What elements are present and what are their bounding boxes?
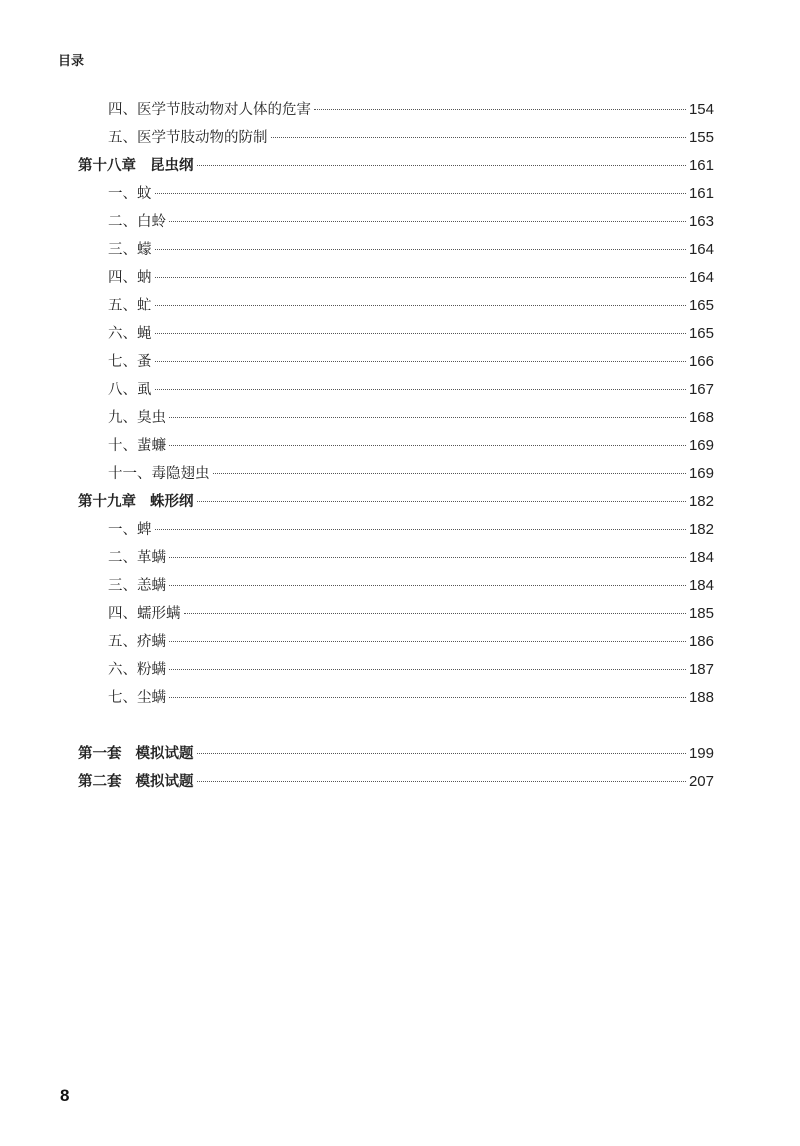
toc-section-entry[interactable] (78, 460, 714, 488)
toc-section-entry[interactable] (78, 432, 714, 460)
dot-leader (197, 501, 686, 502)
dot-leader (155, 361, 686, 362)
toc-section-entry[interactable] (78, 292, 714, 320)
toc-page-number: 169 (688, 437, 714, 454)
toc-page-number: 165 (688, 325, 714, 342)
toc-section-entry[interactable] (78, 208, 714, 236)
toc-page-number: 166 (688, 353, 714, 370)
toc-page-number: 155 (688, 129, 714, 146)
toc-entry-title (108, 264, 152, 292)
toc-entry-title (108, 460, 210, 488)
table-of-contents (78, 96, 714, 796)
dot-leader (184, 613, 686, 614)
toc-entry-title (108, 572, 166, 600)
dot-leader (169, 557, 686, 558)
toc-entry-title (78, 768, 194, 796)
dot-leader (169, 697, 686, 698)
toc-entry-title (108, 544, 166, 572)
toc-page-number: 164 (688, 241, 714, 258)
toc-title-text: 十一、毒隐翅虫 (108, 466, 210, 482)
toc-entry-title (108, 432, 166, 460)
toc-section-entry[interactable] (78, 628, 714, 656)
toc-entry-title (108, 684, 166, 712)
toc-chapter-number: 第十八章 (78, 158, 136, 174)
toc-page-number: 165 (688, 297, 714, 314)
toc-entry-title (78, 488, 194, 516)
toc-section-entry[interactable] (78, 124, 714, 152)
toc-chapter-number: 第二套 (78, 774, 122, 790)
toc-title-text: 模拟试题 (135, 746, 194, 762)
toc-spacer (78, 712, 714, 740)
toc-page-number: 184 (688, 577, 714, 594)
toc-title-text: 四、蚋 (108, 270, 152, 286)
toc-page-number: 188 (688, 689, 714, 706)
toc-entry-title (108, 404, 166, 432)
dot-leader (169, 641, 686, 642)
dot-leader (155, 277, 686, 278)
toc-entry-title (108, 236, 152, 264)
toc-entry-title (108, 600, 181, 628)
dot-leader (155, 193, 686, 194)
toc-entry-title (78, 152, 194, 180)
dot-leader (197, 753, 686, 754)
dot-leader (155, 529, 686, 530)
toc-section-entry[interactable] (78, 600, 714, 628)
toc-group-tests (78, 740, 714, 796)
dot-leader (155, 389, 686, 390)
dot-leader (169, 417, 686, 418)
toc-entry-title (108, 292, 152, 320)
toc-title-text: 二、革螨 (108, 550, 166, 566)
toc-title-text: 八、虱 (108, 382, 152, 398)
dot-leader (169, 585, 686, 586)
toc-section-entry[interactable] (78, 656, 714, 684)
toc-page-number: 161 (688, 185, 714, 202)
toc-title-text: 七、蚤 (108, 354, 152, 370)
toc-title-text: 一、蜱 (108, 522, 152, 538)
toc-page-number: 169 (688, 465, 714, 482)
toc-title-text: 一、蚊 (108, 186, 152, 202)
toc-page-number: 168 (688, 409, 714, 426)
dot-leader (155, 305, 686, 306)
toc-entry-title (108, 376, 152, 404)
toc-page-number: 182 (688, 493, 714, 510)
toc-section-entry[interactable] (78, 544, 714, 572)
dot-leader (155, 249, 686, 250)
toc-title-text: 五、疥螨 (108, 634, 166, 650)
toc-page-number: 186 (688, 633, 714, 650)
toc-section-entry[interactable] (78, 320, 714, 348)
toc-section-entry[interactable] (78, 684, 714, 712)
toc-page-number: 182 (688, 521, 714, 538)
page-number: 8 (60, 1086, 70, 1105)
dot-leader (169, 221, 686, 222)
dot-leader (169, 445, 686, 446)
toc-page-number: 163 (688, 213, 714, 230)
toc-title-text: 七、尘螨 (108, 690, 166, 706)
toc-section-entry[interactable] (78, 516, 714, 544)
toc-title-text: 蛛形纲 (150, 494, 194, 510)
toc-title-text: 六、粉螨 (108, 662, 166, 678)
toc-page-number: 154 (688, 101, 714, 118)
toc-title-text: 四、医学节肢动物对人体的危害 (108, 102, 311, 118)
running-header: 目录 (58, 54, 85, 69)
toc-entry-title (108, 320, 152, 348)
toc-entry-title (108, 180, 152, 208)
toc-title-text: 二、白蛉 (108, 214, 166, 230)
toc-entry-title (108, 516, 152, 544)
toc-title-text: 三、恙螨 (108, 578, 166, 594)
toc-chapter-number: 第十九章 (78, 494, 136, 510)
dot-leader (314, 109, 686, 110)
toc-title-text: 昆虫纲 (150, 158, 194, 174)
toc-chapter-entry[interactable] (78, 488, 714, 516)
toc-section-entry[interactable] (78, 404, 714, 432)
toc-title-text: 十、蜚蠊 (108, 438, 166, 454)
toc-page-number: 164 (688, 269, 714, 286)
toc-page-number: 199 (688, 745, 714, 762)
toc-page-number: 161 (688, 157, 714, 174)
toc-title-text: 五、医学节肢动物的防制 (108, 130, 268, 146)
toc-section-entry[interactable] (78, 264, 714, 292)
dot-leader (169, 669, 686, 670)
toc-page-number: 207 (688, 773, 714, 790)
toc-title-text: 四、蠕形螨 (108, 606, 181, 622)
dot-leader (197, 781, 686, 782)
toc-chapter-entry[interactable] (78, 740, 714, 768)
toc-section-entry[interactable] (78, 180, 714, 208)
toc-entry-title (78, 740, 194, 768)
dot-leader (197, 165, 686, 166)
toc-section-entry[interactable] (78, 572, 714, 600)
toc-entry-title (108, 208, 166, 236)
toc-section-entry[interactable] (78, 96, 714, 124)
toc-entry-title (108, 124, 268, 152)
toc-section-entry[interactable] (78, 376, 714, 404)
toc-chapter-entry[interactable] (78, 152, 714, 180)
dot-leader (271, 137, 686, 138)
toc-title-text: 九、臭虫 (108, 410, 166, 426)
toc-entry-title (108, 656, 166, 684)
toc-page-number: 185 (688, 605, 714, 622)
toc-title-text: 模拟试题 (135, 774, 194, 790)
toc-group-main (78, 96, 714, 712)
toc-chapter-entry[interactable] (78, 768, 714, 796)
toc-title-text: 五、虻 (108, 298, 152, 314)
toc-page-number: 187 (688, 661, 714, 678)
toc-entry-title (108, 96, 311, 124)
toc-title-text: 六、蝇 (108, 326, 152, 342)
dot-leader (213, 473, 686, 474)
toc-page-number: 167 (688, 381, 714, 398)
dot-leader (155, 333, 686, 334)
toc-section-entry[interactable] (78, 236, 714, 264)
toc-entry-title (108, 628, 166, 656)
toc-page-number: 184 (688, 549, 714, 566)
toc-chapter-number: 第一套 (78, 746, 122, 762)
toc-entry-title (108, 348, 152, 376)
toc-section-entry[interactable] (78, 348, 714, 376)
toc-title-text: 三、蠓 (108, 242, 152, 258)
